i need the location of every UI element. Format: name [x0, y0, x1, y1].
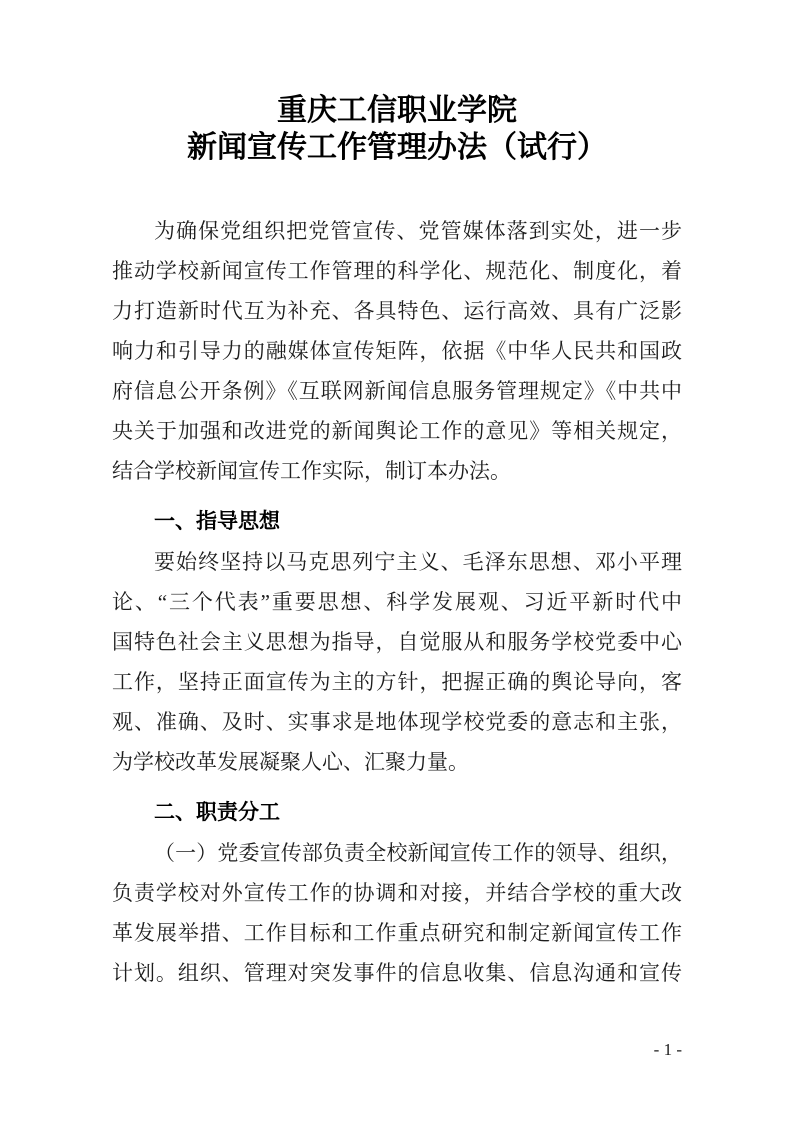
text-line: 响力和引导力的融媒体宣传矩阵，依据《中华人民共和国政 [112, 339, 682, 363]
text-line: 要始终坚持以马克思列宁主义、毛泽东思想、邓小平理 [154, 550, 682, 574]
paragraph [112, 833, 682, 993]
text-line: 结合学校新闻宣传工作实际，制订本办法。 [112, 459, 511, 483]
text-line: 工作，坚持正面宣传为主的方针，把握正确的舆论导向，客 [112, 670, 682, 694]
title-line-2: 新闻宣传工作管理办法（试行） [187, 131, 607, 164]
section-heading: 一、指导思想 [154, 510, 280, 533]
page-number: - 1 - [653, 1040, 682, 1059]
paragraph [112, 211, 682, 491]
section-heading: 二、职责分工 [154, 801, 280, 824]
page-footer [112, 1040, 682, 1060]
text-line: 为确保党组织把党管宣传、党管媒体落到实处，进一步 [154, 219, 682, 243]
text-line: 为学校改革发展凝聚人心、汇聚力量。 [112, 750, 469, 774]
text-line: 国特色社会主义思想为指导，自觉服从和服务学校党委中心 [112, 630, 682, 654]
text-line: 观、准确、及时、实事求是地体现学校党委的意志和主张， [112, 710, 682, 734]
text-line: 革发展举措、工作目标和工作重点研究和制定新闻宣传工作 [112, 921, 682, 945]
document-body [112, 211, 682, 993]
text-line: 推动学校新闻宣传工作管理的科学化、规范化、制度化，着 [112, 259, 682, 283]
text-line: 计划。组织、管理对突发事件的信息收集、信息沟通和宣传 [112, 961, 682, 985]
title-line-1: 重庆工信职业学院 [277, 94, 517, 127]
text-line: 负责学校对外宣传工作的协调和对接，并结合学校的重大改 [112, 881, 682, 905]
text-line: 央关于加强和改进党的新闻舆论工作的意见》等相关规定， [112, 419, 682, 443]
document-title [112, 92, 682, 166]
text-line: 府信息公开条例》《互联网新闻信息服务管理规定》《中共中 [112, 379, 682, 403]
text-line: 论、“三个代表”重要思想、科学发展观、习近平新时代中 [112, 590, 682, 614]
paragraph [112, 542, 682, 782]
text-line: 力打造新时代互为补充、各具特色、运行高效、具有广泛影 [112, 299, 682, 323]
text-line: （一）党委宣传部负责全校新闻宣传工作的领导、组织， [154, 841, 682, 865]
